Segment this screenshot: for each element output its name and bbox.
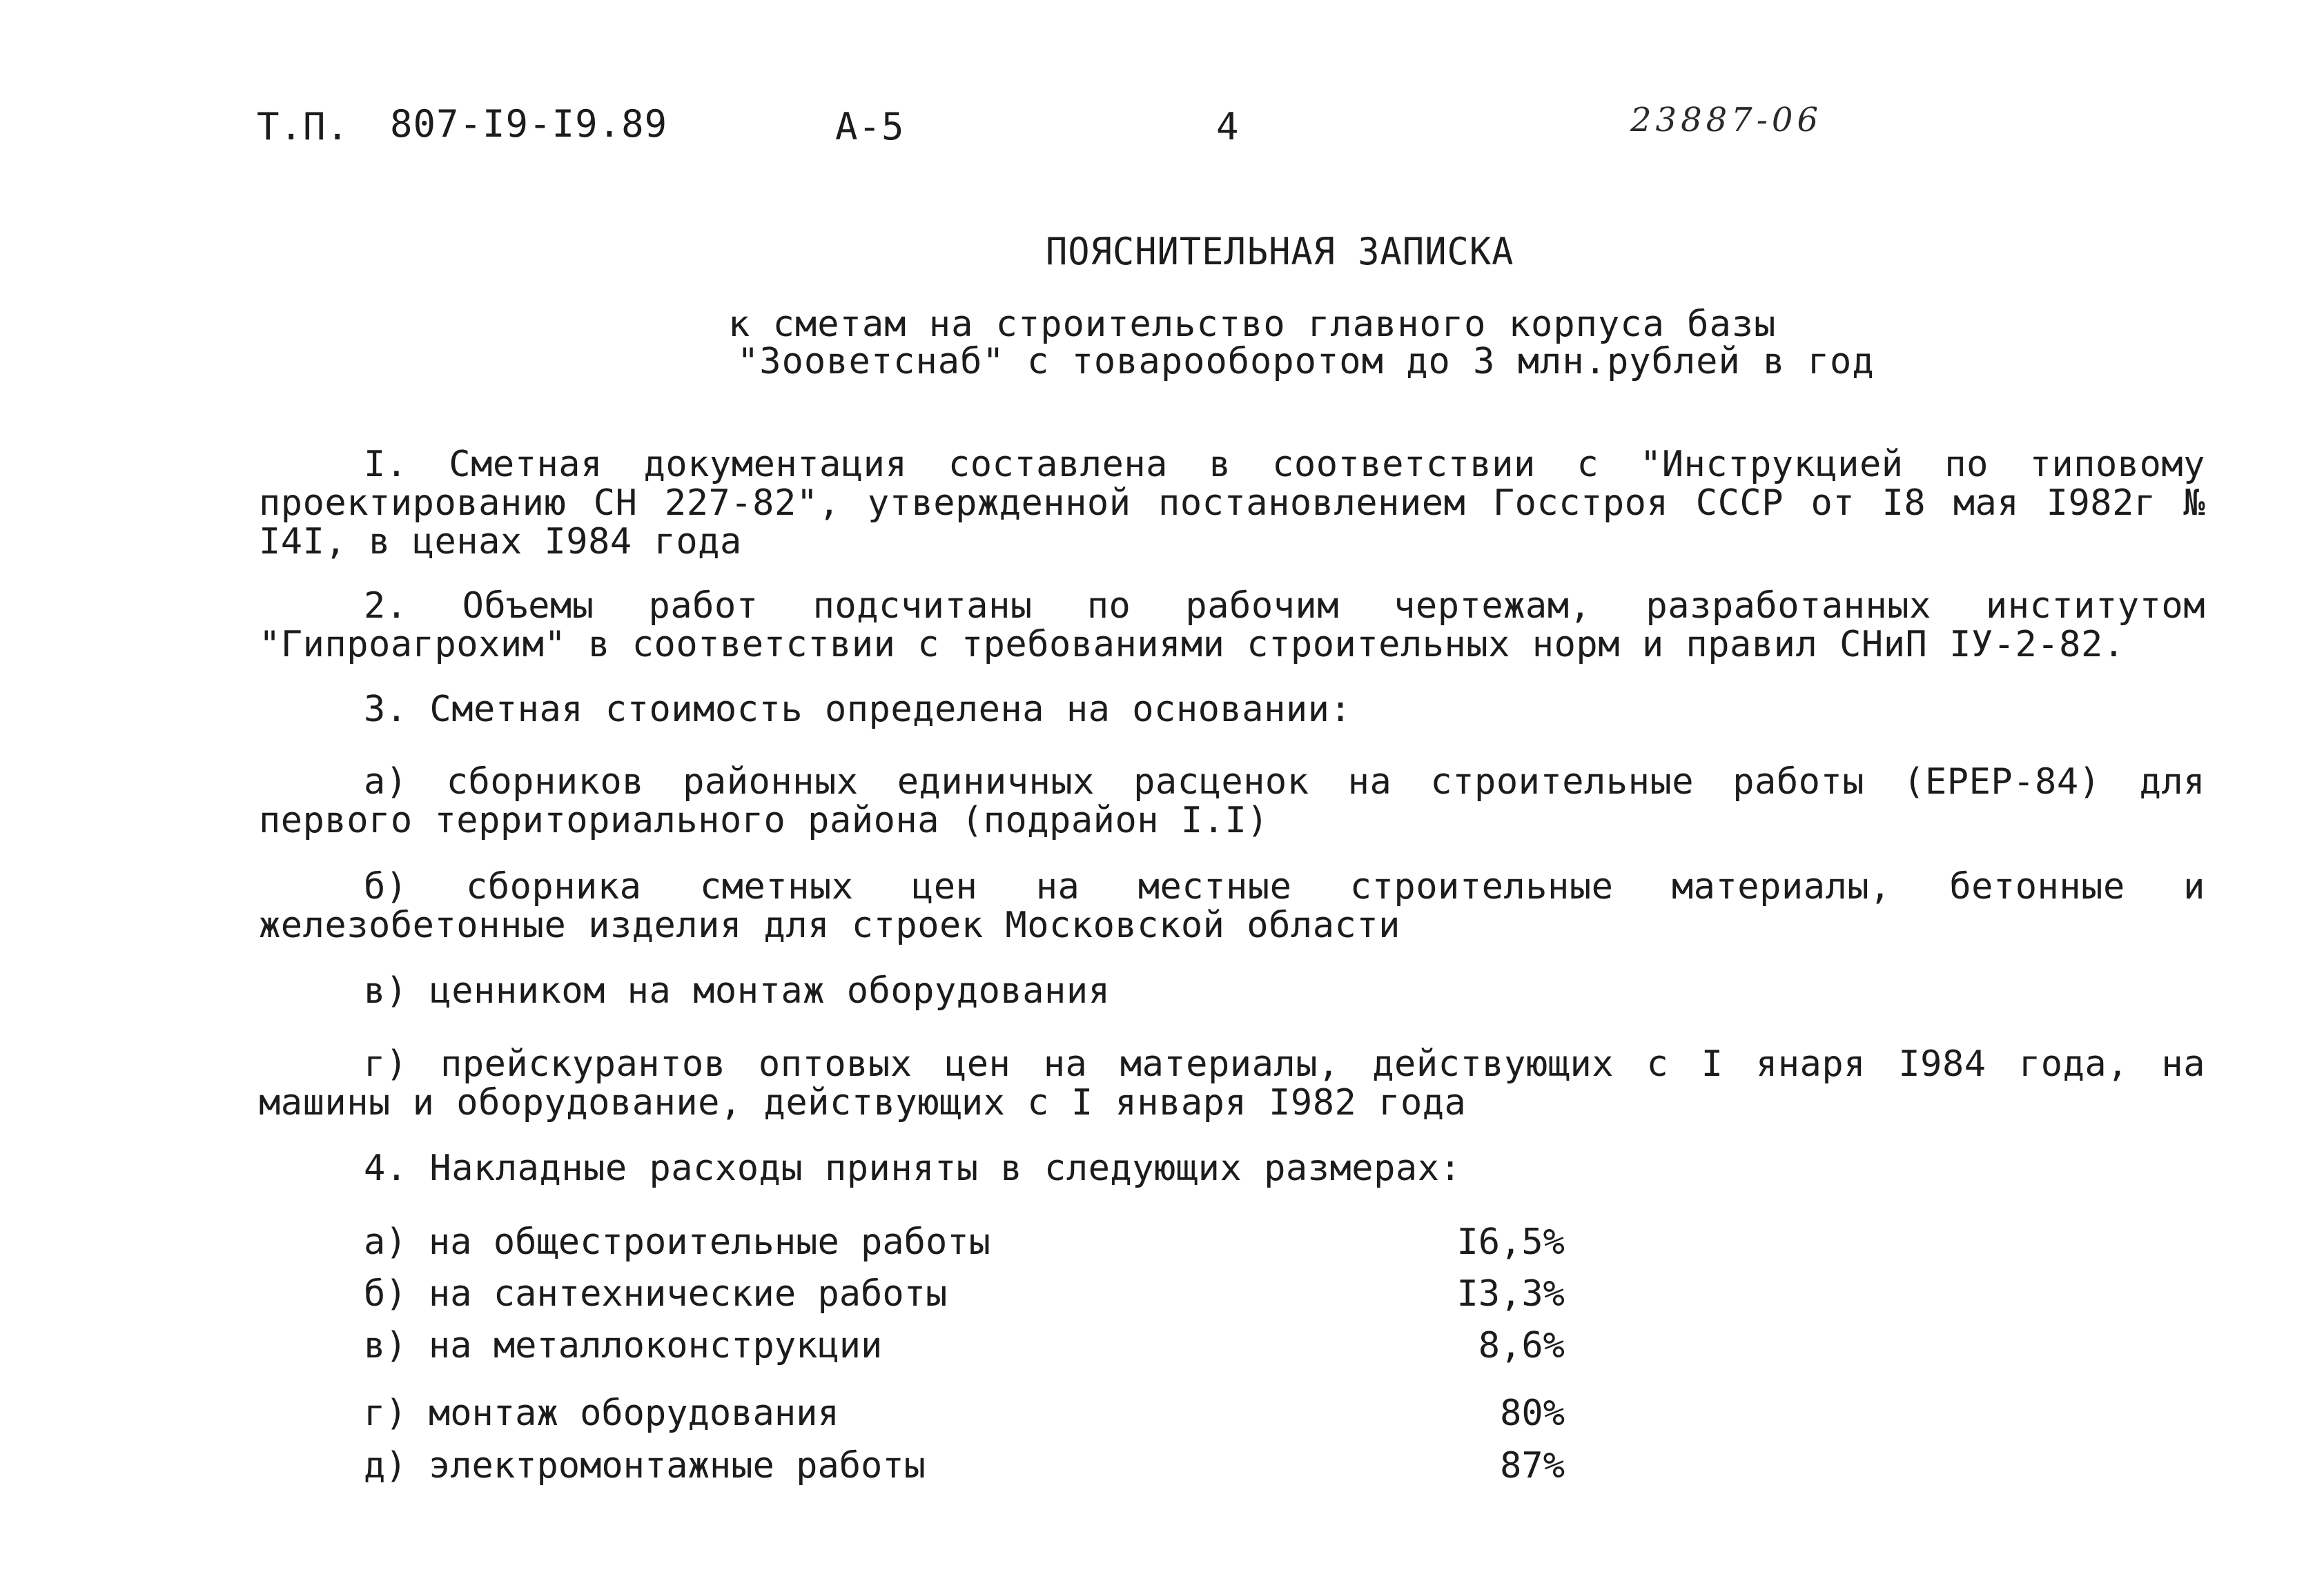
overhead-label: в) на металлоконструкции: [364, 1325, 883, 1366]
sheet-code: А-5: [835, 105, 905, 148]
subtitle-line-1: к сметам на строительство главного корпуса базы: [728, 304, 1777, 345]
overhead-row: [364, 1445, 1565, 1486]
overhead-row: [364, 1393, 1565, 1434]
overhead-value: 87%: [1500, 1445, 1565, 1486]
overhead-label: д) электромонтажные работы: [364, 1445, 926, 1486]
overhead-value: 80%: [1500, 1393, 1565, 1434]
overhead-value: I6,5%: [1456, 1221, 1565, 1263]
tp-label: Т.П.: [257, 105, 350, 148]
paragraph-3b: б) сборника сметных цен на местные строительные материалы, бетонные и железобетонные изделия для строек Московской области: [259, 866, 2205, 946]
page-number: 4: [1216, 105, 1240, 148]
overhead-label: б) на сантехнические работы: [364, 1273, 948, 1315]
overhead-value: I3,3%: [1456, 1273, 1565, 1315]
paragraph-3: 3. Сметная стоимость определена на основании:: [364, 689, 1352, 730]
overhead-row: [364, 1273, 1565, 1315]
paragraph-3a: а) сборников районных единичных расценок на строительные работы (ЕРЕР-84) для первого территориального района (подрайон I.I): [259, 761, 2205, 841]
paragraph-3c: в) ценником на монтаж оборудования: [364, 970, 1111, 1012]
overhead-label: г) монтаж оборудования: [364, 1393, 839, 1434]
overhead-value: 8,6%: [1478, 1325, 1565, 1366]
paragraph-3d: г) прейскурантов оптовых цен на материалы, действующих с I янаря I984 года, на машины и оборудование, действующих с I января I982 года: [259, 1043, 2205, 1123]
paragraph-2: 2. Объемы работ подсчитаны по рабочим чертежам, разработанных институтом "Гипроагрохим" в соответствии с требованиями строительных норм и правил СНиП IУ-2-82.: [259, 585, 2205, 665]
document-title: ПОЯСНИТЕЛЬНАЯ ЗАПИСКА: [1046, 230, 1514, 274]
overhead-label: а) на общестроительные работы: [364, 1221, 990, 1263]
overhead-row: [364, 1221, 1565, 1263]
paragraph-4: 4. Накладные расходы приняты в следующих размерах:: [364, 1148, 1462, 1189]
subtitle-line-2: "Зооветснаб" с товарооборотом до 3 млн.рублей в год: [737, 341, 1875, 382]
handwritten-number: 23887-06: [1630, 101, 1822, 139]
project-code: 807-I9-I9.89: [390, 102, 668, 146]
paragraph-1: I. Сметная документация составлена в соответствии с "Инструкцией по типовому проектированию СН 227-82", утвержденной постановлением Госстроя СССР от I8 мая I982г № I4I, в ценах I984 года: [259, 444, 2205, 562]
overhead-row: [364, 1325, 1565, 1366]
